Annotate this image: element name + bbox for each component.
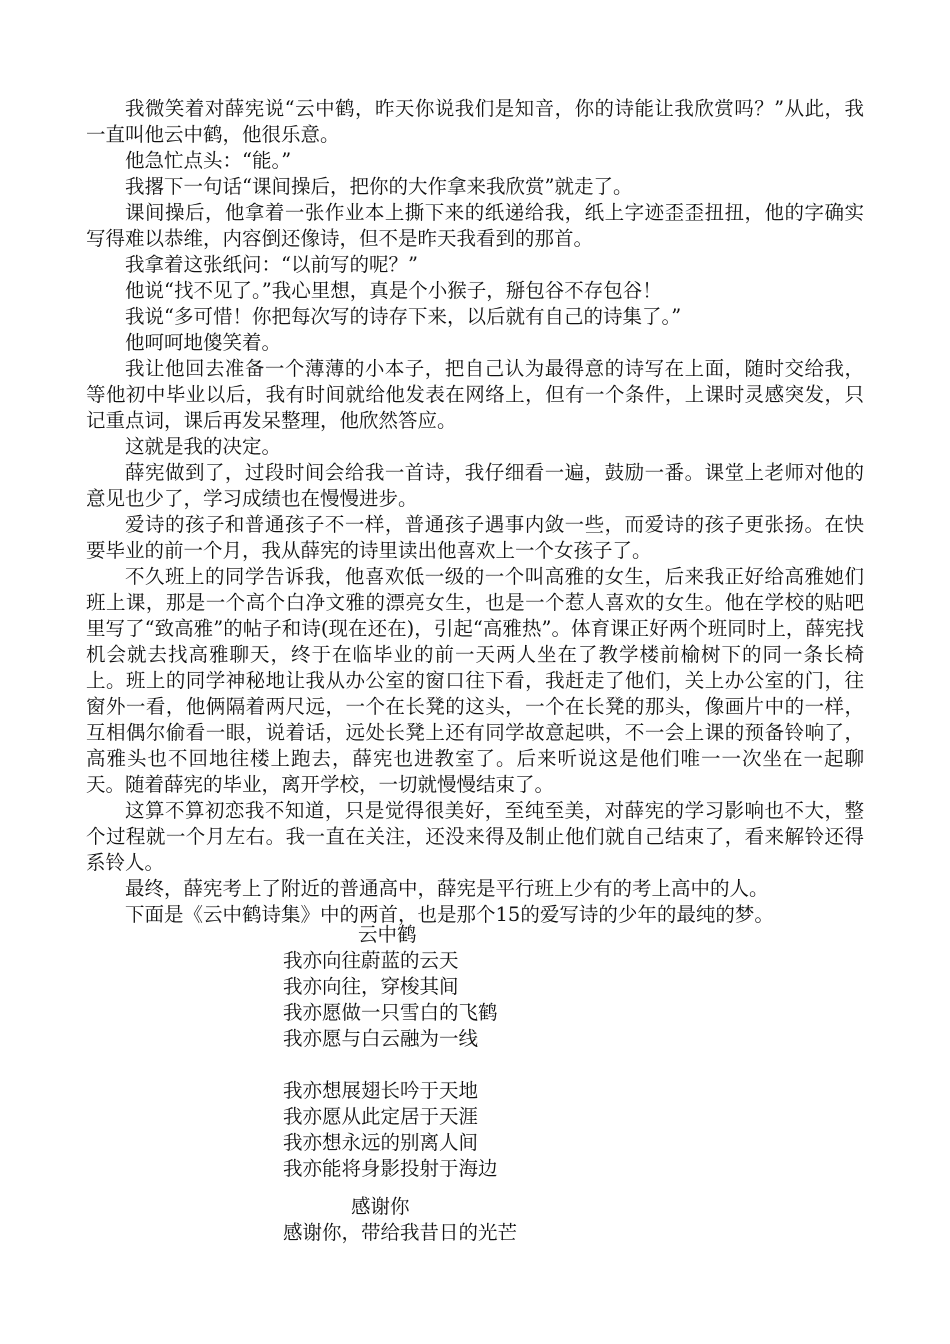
poem-line: 我亦愿做一只雪白的飞鹤 bbox=[283, 1001, 498, 1024]
poem-yunzhonghe bbox=[283, 922, 703, 1182]
poem-line: 我亦愿从此定居于天涯 bbox=[283, 1105, 479, 1128]
poem-ganxieni bbox=[283, 1194, 703, 1246]
poem-line: 感谢你，带给我昔日的光芒 bbox=[283, 1221, 518, 1244]
article-body bbox=[86, 96, 864, 928]
paragraph: 课间操后，他拿着一张作业本上撕下来的纸递给我，纸上字迹歪歪扭扭，他的字确实写得难以恭维，内容倒还像诗，但不是昨天我看到的那首。 bbox=[86, 201, 864, 250]
poem-line: 我亦能将身影投射于海边 bbox=[283, 1157, 498, 1180]
paragraph: 我说“多可惜！你把每次写的诗存下来，以后就有自己的诗集了。” bbox=[125, 305, 682, 328]
paragraph: 他说“找不见了。”我心里想，真是个小猴子，掰包谷不存包谷！ bbox=[125, 279, 662, 302]
paragraph: 我拿着这张纸问：“以前写的呢？” bbox=[125, 253, 418, 276]
paragraph: 我让他回去准备一个薄薄的小本子，把自己认为最得意的诗写在上面，随时交给我，等他初中毕业以后，我有时间就给他发表在网络上，但有一个条件，上课时灵感突发，只记重点词，课后再发呆整理，他欣然答应。 bbox=[86, 357, 864, 432]
poem-line: 我亦向往，穿梭其间 bbox=[283, 975, 459, 998]
paragraph: 这算不算初恋我不知道，只是觉得很美好，至纯至美，对薛宪的学习影响也不大，整个过程就一个月左右。我一直在关注，还没来得及制止他们就自己结束了，看来解铃还得系铃人。 bbox=[86, 799, 864, 874]
paragraph: 最终，薛宪考上了附近的普通高中，薛宪是平行班上少有的考上高中的人。 bbox=[125, 877, 769, 900]
poem-line: 我亦想展翅长吟于天地 bbox=[283, 1079, 479, 1102]
paragraph: 这就是我的决定。 bbox=[125, 435, 282, 458]
paragraph: 他呵呵地傻笑着。 bbox=[125, 331, 282, 354]
stanza-gap bbox=[283, 1052, 703, 1078]
poem-line: 我亦想永远的别离人间 bbox=[283, 1131, 479, 1154]
paragraph: 他急忙点头：“能。” bbox=[125, 149, 292, 172]
paragraph: 爱诗的孩子和普通孩子不一样，普通孩子遇事内敛一些，而爱诗的孩子更张扬。在快要毕业的前一个月，我从薛宪的诗里读出他喜欢上一个女孩子了。 bbox=[86, 513, 864, 562]
paragraph: 不久班上的同学告诉我，他喜欢低一级的一个叫高雅的女生，后来我正好给高雅她们班上课，那是一个高个白净文雅的漂亮女生，也是一个惹人喜欢的女生。他在学校的贴吧里写了“致高雅”的帖子和诗(现在还在)，引起“高雅热”。体育课正好两个班同时上，薛宪找机会就去找高雅聊天，终于在临毕业的前一天两人坐在了教学楼前榆树下的同一条长椅上。班上的同学神秘地让我从办公室的窗口往下看，我赶走了他们，关上办公室的门，往窗外一看，他俩隔着两尺远，一个在长凳的这头，一个在长凳的那头，像画片中的一样，互相偶尔偷看一眼，说着话，远处长凳上还有同学故意起哄，不一会上课的预备铃响了，高雅头也不回地往楼上跑去，薛宪也进教室了。后来听说这是他们唯一一次坐在一起聊天。随着薛宪的毕业，离开学校，一切就慢慢结束了。 bbox=[86, 565, 864, 796]
paragraph: 下面是《云中鹤诗集》中的两首，也是那个15的爱写诗的少年的最纯的梦。 bbox=[125, 903, 774, 926]
poem-title: 云中鹤 bbox=[358, 923, 417, 946]
poem-title: 感谢你 bbox=[351, 1195, 410, 1218]
poem-line: 我亦向往蔚蓝的云天 bbox=[283, 949, 459, 972]
paragraph: 我微笑着对薛宪说“云中鹤，昨天你说我们是知音，你的诗能让我欣赏吗？”从此，我一直叫他云中鹤，他很乐意。 bbox=[86, 97, 864, 146]
paragraph: 薛宪做到了，过段时间会给我一首诗，我仔细看一遍，鼓励一番。课堂上老师对他的意见也少了，学习成绩也在慢慢进步。 bbox=[86, 461, 864, 510]
paragraph: 我撂下一句话“课间操后，把你的大作拿来我欣赏”就走了。 bbox=[125, 175, 633, 198]
poem-line: 我亦愿与白云融为一线 bbox=[283, 1027, 479, 1050]
